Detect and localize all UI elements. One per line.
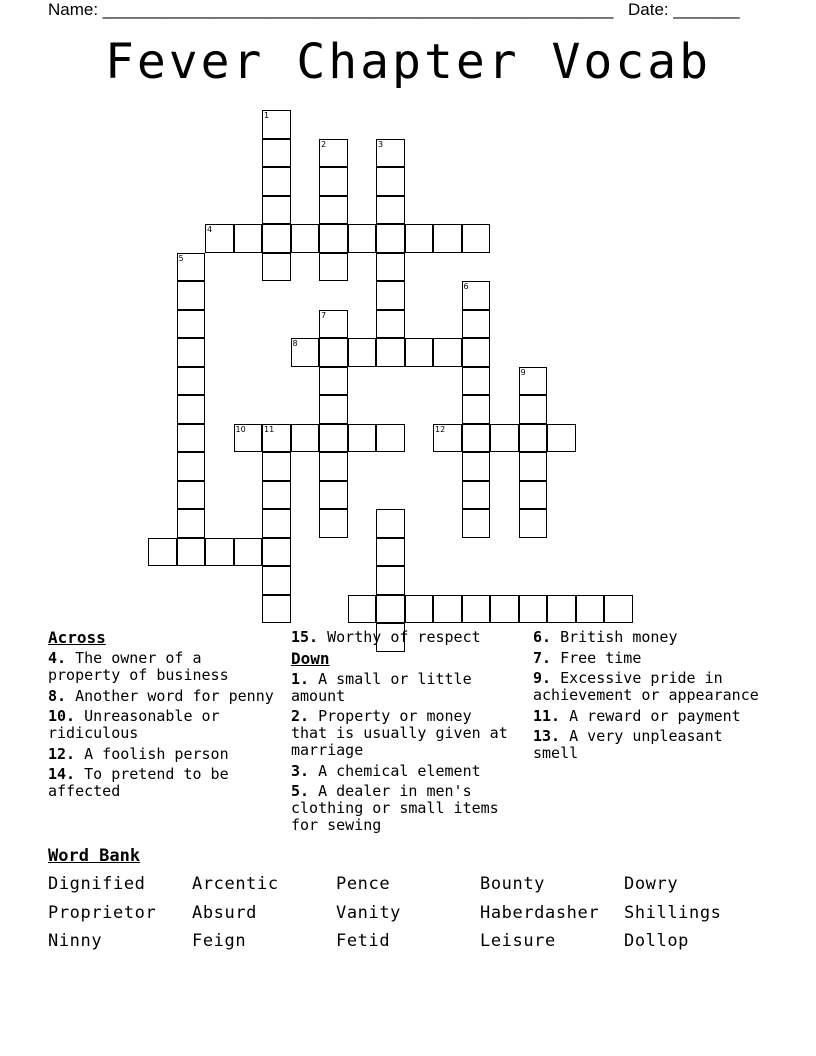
clue-number-label: 10 [235,424,246,434]
crossword-cell[interactable] [262,481,291,510]
crossword-cell[interactable] [576,595,605,624]
clues-column-1 [48,629,278,804]
clue-number: 6. [533,628,552,646]
crossword-cell[interactable] [262,509,291,538]
crossword-cell[interactable] [319,338,348,367]
clue-number: 2. [291,707,310,725]
crossword-cell[interactable] [319,452,348,481]
clue-text: British money [560,628,678,646]
clue-across-10 [48,708,278,742]
crossword-cell[interactable] [177,281,206,310]
clue-across-4 [48,650,278,684]
crossword-cell[interactable] [291,424,320,453]
word-bank-word: Arcentic [192,874,279,894]
crossword-cell[interactable] [262,253,291,282]
word-bank-word: Dowry [624,874,679,894]
word-bank-word: Shillings [624,903,722,923]
across-header: Across [48,628,106,647]
name-field-label: Name: ______________________________________________________ [48,0,614,19]
clue-down-11 [533,708,763,725]
crossword-cell[interactable] [462,395,491,424]
clue-number: 13. [533,727,561,745]
crossword-cell[interactable] [319,310,348,339]
crossword-cell[interactable] [519,367,548,396]
clue-number: 1. [291,669,310,688]
clue-across-15 [291,629,516,646]
word-bank-word: Dignified [48,874,146,894]
clue-number: 5. [291,782,310,800]
crossword-cell[interactable] [205,538,234,567]
crossword-cell[interactable] [376,139,405,168]
crossword-cell[interactable] [234,224,263,253]
clue-text: Property or money that is usually given at marriage [291,707,508,759]
crossword-cell[interactable] [177,452,206,481]
crossword-cell[interactable] [319,253,348,282]
crossword-cell[interactable] [405,224,434,253]
crossword-cell[interactable] [519,509,548,538]
crossword-cell[interactable] [177,367,206,396]
clue-number-label: 5 [178,253,184,263]
crossword-cell[interactable] [177,310,206,339]
clue-down-6 [533,629,763,646]
clue-number-label: 11 [264,424,275,434]
crossword-cell[interactable] [462,509,491,538]
clue-number: 11. [533,706,561,725]
down-header: Down [291,648,330,668]
clue-number-label: 1 [264,111,270,120]
word-bank-word: Dollop [624,931,690,951]
crossword-cell[interactable] [376,509,405,538]
crossword-cell[interactable] [262,110,291,139]
clue-number: 10. [48,707,76,725]
crossword-cell[interactable] [319,139,348,168]
crossword-cell[interactable] [177,253,206,282]
crossword-cell[interactable] [234,538,263,567]
crossword-cell[interactable] [405,595,434,624]
crossword-cell[interactable] [205,224,234,253]
crossword-cell[interactable] [376,253,405,282]
crossword-cell[interactable] [319,424,348,453]
clue-down-5 [291,783,516,834]
crossword-cell[interactable] [177,395,206,424]
clue-across-8 [48,688,278,705]
crossword-cell[interactable] [319,509,348,538]
word-bank-word: Pence [336,874,391,894]
crossword-cell[interactable] [547,595,576,624]
clue-text: The owner of a property of business [48,649,229,684]
clue-across-14 [48,766,278,800]
clue-text: A reward or payment [569,706,741,725]
crossword-cell[interactable] [319,224,348,253]
clue-text: A small or little amount [291,669,472,705]
crossword-cell[interactable] [376,538,405,567]
crossword-cell[interactable] [291,338,320,367]
crossword-cell[interactable] [319,481,348,510]
crossword-cell[interactable] [319,367,348,396]
crossword-cell[interactable] [547,424,576,453]
clue-text: Another word for penny [75,686,274,705]
crossword-cell[interactable] [519,424,548,453]
clue-down-13 [533,728,763,762]
clue-text: Excessive pride in achievement or appearance [533,669,759,704]
crossword-cell[interactable] [348,595,377,624]
crossword-cell[interactable] [462,595,491,624]
crossword-cell[interactable] [177,338,206,367]
clue-number-label: 2 [321,139,327,149]
crossword-cell[interactable] [348,224,377,253]
crossword-cell[interactable] [433,338,462,367]
clue-across-12 [48,746,278,763]
crossword-cell[interactable] [262,566,291,595]
clue-number-label: 7 [321,310,327,320]
word-bank-word: Ninny [48,931,103,951]
clue-text: Free time [560,648,642,667]
clue-number: 4. [48,649,67,667]
crossword-cell[interactable] [376,281,405,310]
crossword-cell[interactable] [519,395,548,424]
word-bank-word: Feign [192,931,247,951]
word-bank-word: Bounty [480,874,546,894]
crossword-cell[interactable] [462,367,491,396]
crossword-cell[interactable] [177,481,206,510]
crossword-cell[interactable] [462,310,491,339]
crossword-cell[interactable] [376,167,405,196]
clue-number: 14. [48,765,76,783]
crossword-cell[interactable] [319,395,348,424]
crossword-cell[interactable] [262,538,291,567]
clue-number-label: 3 [378,139,384,149]
crossword-cell[interactable] [433,595,462,624]
word-bank-word: Haberdasher [480,903,600,923]
crossword-cell[interactable] [519,452,548,481]
crossword-cell[interactable] [376,424,405,453]
crossword-cell[interactable] [376,224,405,253]
clue-text: To pretend to be affected [48,765,229,800]
crossword-cell[interactable] [490,424,519,453]
clue-text: Unreasonable or ridiculous [48,707,220,742]
clue-number: 8. [48,686,67,705]
crossword-cell[interactable] [405,338,434,367]
crossword-cell[interactable] [177,538,206,567]
crossword-cell[interactable] [262,595,291,624]
crossword-cell[interactable] [319,196,348,225]
clue-down-3 [291,763,516,780]
crossword-cell[interactable] [462,452,491,481]
clue-text: A dealer in men's clothing or small items for sewing [291,782,499,834]
page-title: Fever Chapter Vocab [104,34,712,90]
crossword-cell[interactable] [604,595,633,624]
crossword-cell[interactable] [376,595,405,624]
crossword-cell[interactable] [462,224,491,253]
clue-down-1 [291,671,516,705]
clue-down-9 [533,670,763,704]
clue-number: 15. [291,628,319,646]
crossword-cell[interactable] [262,167,291,196]
crossword-cell[interactable] [376,566,405,595]
clues-column-3 [533,629,763,766]
crossword-cell[interactable] [177,509,206,538]
clue-text: A foolish person [84,744,229,763]
date-field-label: Date: _______ [628,0,740,19]
crossword-cell[interactable] [262,139,291,168]
clue-number-label: 12 [435,424,446,434]
word-bank-word: Proprietor [48,903,157,923]
crossword-cell[interactable] [148,538,177,567]
crossword-cell[interactable] [462,281,491,310]
crossword-cell[interactable] [490,595,519,624]
word-bank-title: Word Bank [48,846,141,866]
word-bank-word: Absurd [192,903,258,923]
crossword-cell[interactable] [177,424,206,453]
clue-text: A chemical element [318,761,481,780]
crossword-cell[interactable] [262,424,291,453]
clue-number: 12. [48,744,76,763]
crossword-cell[interactable] [433,424,462,453]
crossword-cell[interactable] [462,338,491,367]
crossword-cell[interactable] [376,310,405,339]
crossword-cell[interactable] [262,196,291,225]
clue-down-2 [291,708,516,759]
crossword-cell[interactable] [348,424,377,453]
crossword-cell[interactable] [462,481,491,510]
clue-down-7 [533,650,763,667]
crossword-cell[interactable] [462,424,491,453]
clue-number: 9. [533,669,552,687]
crossword-cell[interactable] [519,481,548,510]
crossword-cell[interactable] [519,595,548,624]
crossword-cell[interactable] [376,196,405,225]
clue-number-label: 8 [292,339,298,348]
clue-number-label: 9 [520,367,526,377]
crossword-cell[interactable] [234,424,263,453]
clue-number-label: 6 [463,282,469,291]
crossword-cell[interactable] [348,338,377,367]
crossword-cell[interactable] [376,338,405,367]
clue-number-label: 4 [207,225,213,234]
clue-number: 7. [533,648,552,667]
clue-text: A very unpleasant smell [533,727,723,762]
crossword-cell[interactable] [433,224,462,253]
word-bank-word: Vanity [336,903,402,923]
clue-number: 3. [291,761,310,780]
crossword-cell[interactable] [262,224,291,253]
clues-column-2 [291,629,516,838]
word-bank-word: Leisure [480,931,556,951]
clue-text: Worthy of respect [327,628,481,646]
crossword-cell[interactable] [262,452,291,481]
word-bank-word: Fetid [336,931,391,951]
crossword-cell[interactable] [319,167,348,196]
crossword-cell[interactable] [291,224,320,253]
